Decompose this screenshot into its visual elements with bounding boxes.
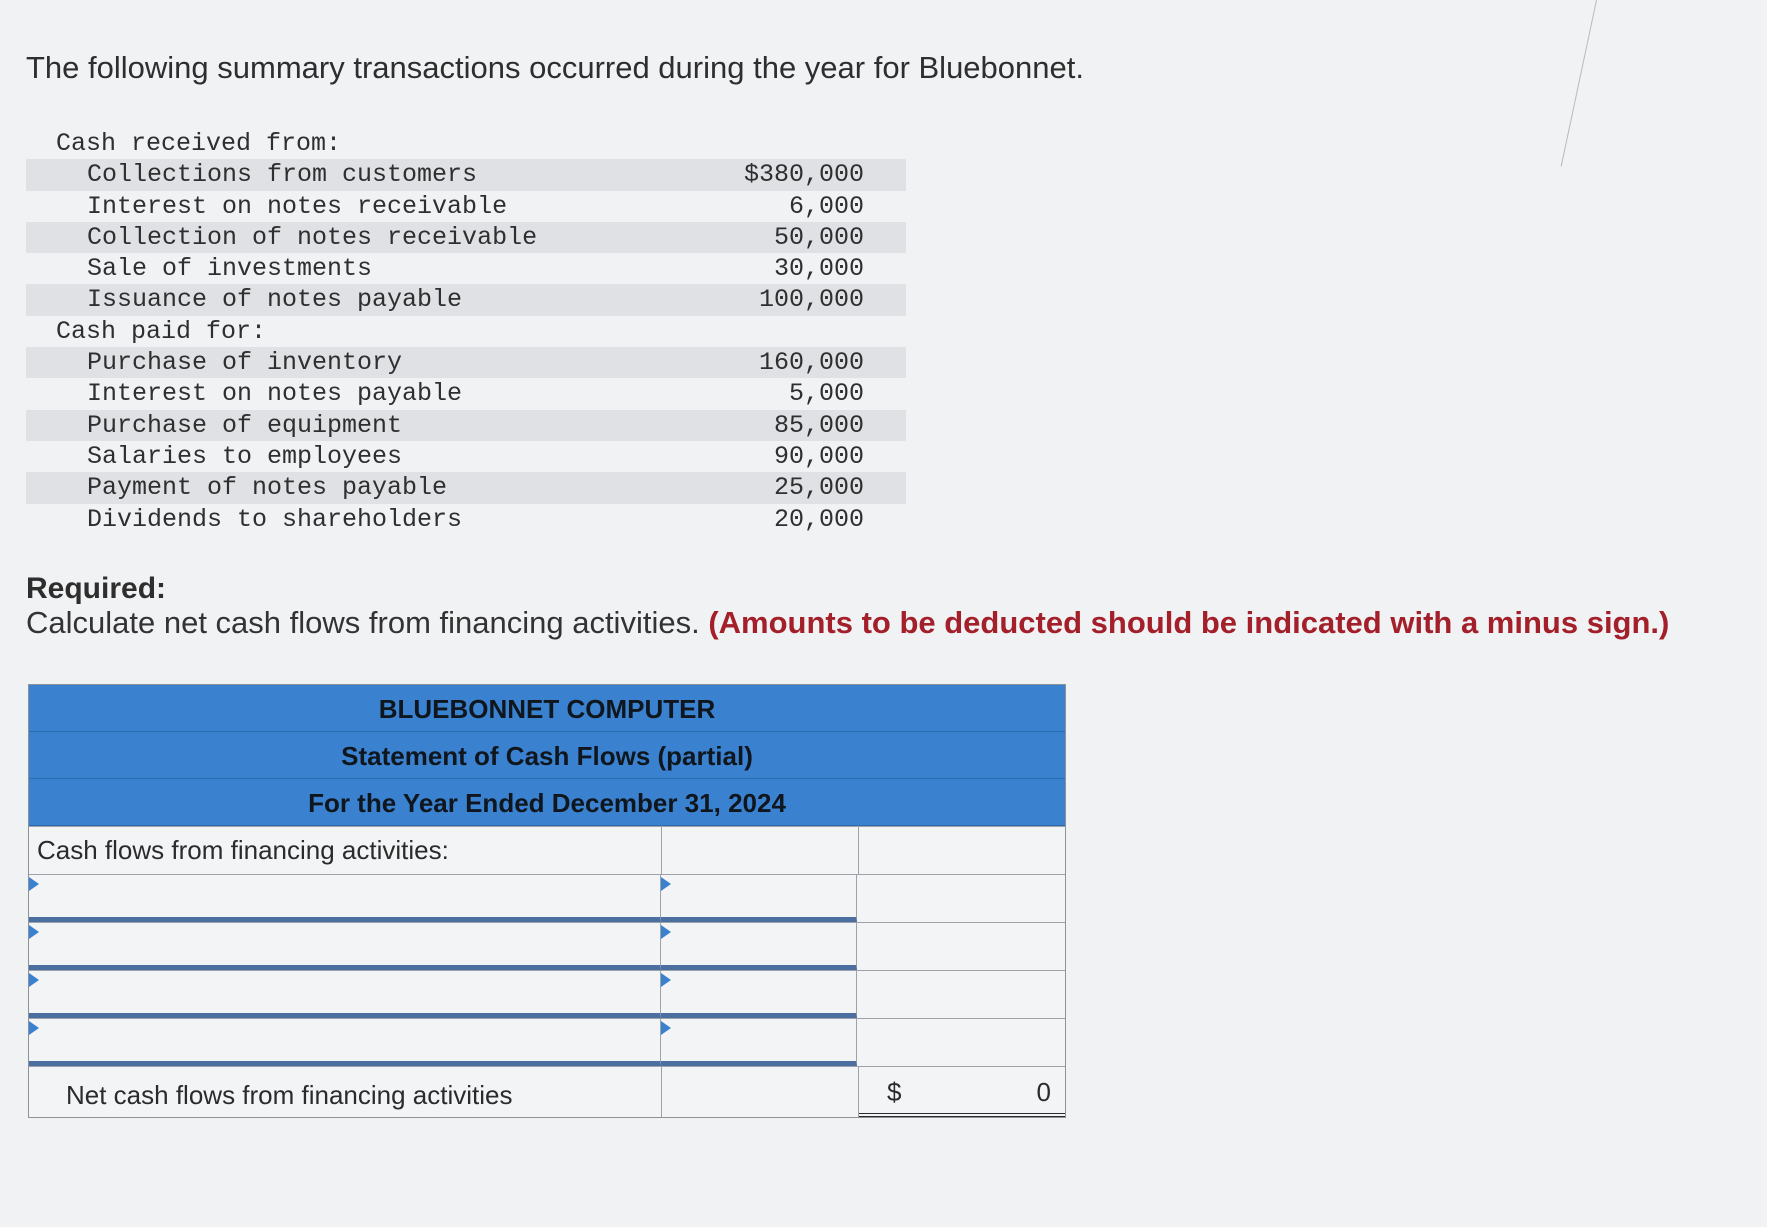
label-input[interactable] <box>31 879 658 915</box>
transaction-row <box>26 347 906 378</box>
amount-cell <box>661 875 857 922</box>
total-value-cell <box>859 1067 1065 1117</box>
problem-intro: The following summary transactions occurred during the year for Bluebonnet. <box>26 50 1084 85</box>
pencil-mark <box>1559 0 1597 167</box>
amount-cell <box>661 971 857 1018</box>
input-row <box>29 970 1065 1018</box>
total-value: 0 <box>1036 1077 1051 1107</box>
transaction-label: Sale of investments <box>87 254 373 284</box>
transaction-label: Collections from customers <box>87 160 478 190</box>
label-cell <box>29 971 661 1018</box>
blank-cell <box>662 1067 859 1117</box>
cash-flow-worksheet <box>28 684 1066 1118</box>
transaction-amount: 30,000 <box>773 254 864 284</box>
input-row <box>29 1018 1065 1066</box>
required-heading: Required: <box>26 572 167 605</box>
currency-symbol: $ <box>887 1077 902 1107</box>
transaction-label: Collection of notes receivable <box>87 222 538 252</box>
transaction-label: Interest on notes receivable <box>87 191 508 221</box>
transaction-label: Dividends to shareholders <box>87 504 463 534</box>
amount-input[interactable] <box>663 975 854 1011</box>
transaction-row <box>26 284 906 315</box>
amount-cell <box>661 923 857 970</box>
label-cell <box>29 1019 661 1066</box>
total-label-cell <box>29 1067 662 1117</box>
transaction-amount: 90,000 <box>773 441 864 471</box>
blank-cell <box>857 875 1065 922</box>
paid-heading-row <box>26 316 906 347</box>
section-label: Cash flows from financing activities: <box>37 835 449 865</box>
label-cell <box>29 923 661 970</box>
transaction-row <box>26 159 906 190</box>
transaction-label: Interest on notes payable <box>87 379 463 409</box>
transaction-amount: 6,000 <box>788 191 864 221</box>
label-input[interactable] <box>31 1023 658 1059</box>
statement-period: For the Year Ended December 31, 2024 <box>29 779 1065 826</box>
transaction-row <box>26 378 906 409</box>
input-row <box>29 922 1065 970</box>
label-input[interactable] <box>31 975 658 1011</box>
section-label-cell <box>29 827 662 874</box>
statement-title: Statement of Cash Flows (partial) <box>29 732 1065 779</box>
amount-input[interactable] <box>663 1023 854 1059</box>
section-row <box>29 826 1065 874</box>
transaction-amount: 5,000 <box>788 379 864 409</box>
transaction-label: Payment of notes payable <box>87 473 448 503</box>
transaction-row <box>26 504 906 535</box>
blank-cell <box>859 827 1065 874</box>
total-row <box>29 1066 1065 1117</box>
amount-input[interactable] <box>663 879 854 915</box>
transaction-label: Purchase of inventory <box>87 348 403 378</box>
transaction-row <box>26 472 906 503</box>
amount-input[interactable] <box>663 927 854 963</box>
transaction-row <box>26 222 906 253</box>
transaction-amount: 25,000 <box>773 473 864 503</box>
instruction-text <box>26 605 1746 641</box>
transaction-row <box>26 441 906 472</box>
transaction-amount: $380,000 <box>743 160 864 190</box>
transaction-amount: 85,000 <box>773 410 864 440</box>
received-heading: Cash received from: <box>56 129 342 158</box>
transaction-label: Purchase of equipment <box>87 410 403 440</box>
transaction-amount: 50,000 <box>773 222 864 252</box>
transaction-row <box>26 191 906 222</box>
amount-cell <box>661 1019 857 1066</box>
blank-cell <box>662 827 859 874</box>
total-label: Net cash flows from financing activities <box>66 1080 513 1110</box>
transaction-amount: 160,000 <box>758 348 864 378</box>
company-name: BLUEBONNET COMPUTER <box>29 685 1065 732</box>
input-row <box>29 874 1065 922</box>
label-cell <box>29 875 661 922</box>
paid-heading: Cash paid for: <box>56 316 267 346</box>
transactions-list <box>26 128 906 535</box>
blank-cell <box>857 923 1065 970</box>
blank-cell <box>857 1019 1065 1066</box>
instruction-main: Calculate net cash flows from financing activities. <box>26 605 700 640</box>
transaction-label: Issuance of notes payable <box>87 285 463 315</box>
transaction-row <box>26 253 906 284</box>
transaction-amount: 20,000 <box>773 504 864 534</box>
blank-cell <box>857 971 1065 1018</box>
transaction-row <box>26 410 906 441</box>
received-heading-row <box>26 128 906 159</box>
label-input[interactable] <box>31 927 658 963</box>
transaction-label: Salaries to employees <box>87 441 403 471</box>
transaction-amount: 100,000 <box>758 285 864 315</box>
instruction-note: (Amounts to be deducted should be indicated with a minus sign.) <box>708 605 1670 640</box>
